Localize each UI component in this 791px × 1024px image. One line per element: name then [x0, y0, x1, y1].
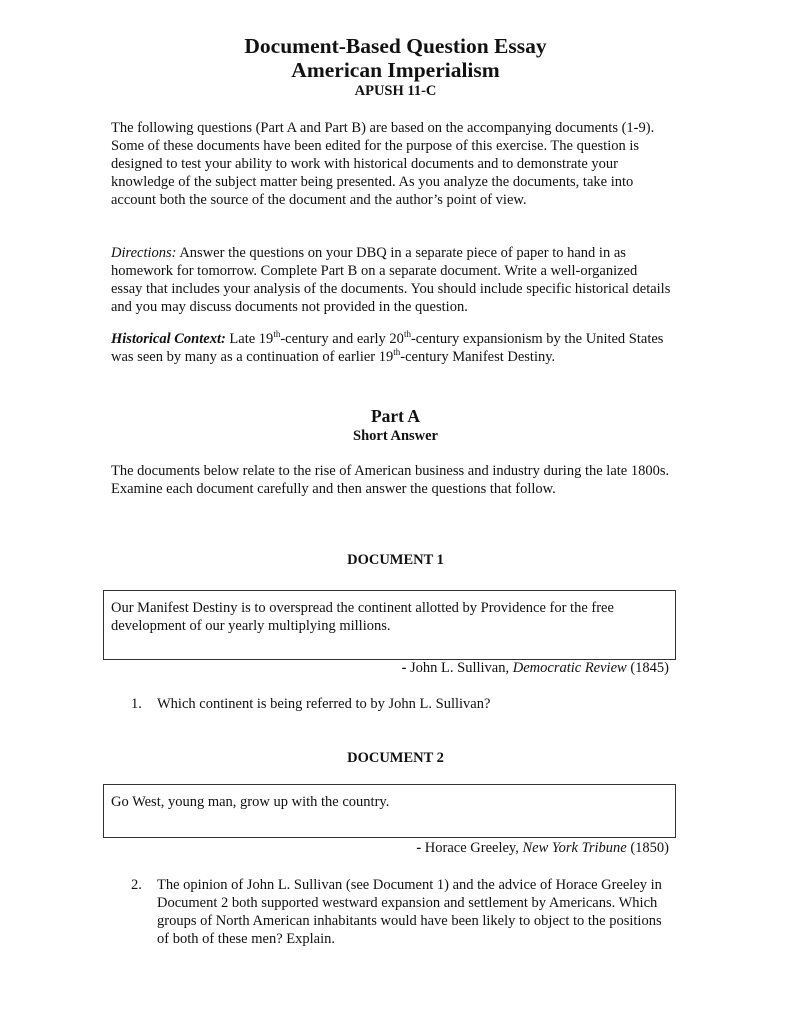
- document-title: [0, 34, 791, 82]
- context-sup-1: th: [273, 329, 281, 340]
- document-2-source: New York Tribune: [522, 840, 627, 856]
- question-text: Which continent is being referred to by John L. Sullivan?: [157, 696, 491, 712]
- title-line-1: Document-Based Question Essay: [244, 34, 547, 58]
- context-sup-2: th: [403, 329, 411, 340]
- context-text-1: Late 19: [225, 331, 274, 347]
- historical-context-paragraph: [111, 330, 671, 366]
- document-1-heading: DOCUMENT 1: [347, 552, 444, 568]
- document-2-attribution: [416, 840, 669, 857]
- intro-paragraph: The following questions (Part A and Part B) are based on the accompanying documents (1-9). Some of these documents have been edited for the purpose of this exercise. The question is designed to test your ability to work with historical documents and to demonstrate your knowledge of the subject matter being presented. As you analyze the documents, take into account both the source of the document and the author’s point of view.: [111, 120, 655, 208]
- document-2-quote: Go West, young man, grow up with the country.: [111, 794, 390, 810]
- historical-context-label: Historical Context:: [111, 331, 226, 347]
- document-1-attribution: [402, 660, 669, 677]
- part-a-description: The documents below relate to the rise of American business and industry during the late 1800s. Examine each document carefully and then answer the questions that follow.: [111, 463, 670, 497]
- directions-paragraph: [111, 244, 671, 316]
- document-2-heading: DOCUMENT 2: [347, 750, 444, 766]
- question-number: 2.: [131, 877, 142, 893]
- document-1-year: (1845): [626, 660, 669, 676]
- question-text: The opinion of John L. Sullivan (see Document 1) and the advice of Horace Greeley in Document 2 both supported westward expansion and settlement by Americans. Which groups of North American inhabitants would have been likely to object to the positions of both of these men? Explain.: [157, 877, 662, 947]
- document-1-quote: Our Manifest Destiny is to overspread the continent allotted by Providence for the free development of our yearly multiplying millions.: [111, 600, 614, 634]
- question-number: 1.: [131, 696, 142, 712]
- context-text-2: -century and early 20: [280, 331, 404, 347]
- directions-text: Answer the questions on your DBQ in a separate piece of paper to hand in as homework for tomorrow. Complete Part B on a separate document. Write a well-organized essay that includes your analysis of the documents. You should include specific historical details and you may discuss documents not provided in the question.: [111, 245, 671, 315]
- attribution-dash: -: [416, 840, 425, 856]
- document-2-author: Horace Greeley,: [424, 840, 523, 856]
- document-2-quote-box: [103, 784, 676, 838]
- part-a-subtitle: Short Answer: [353, 428, 438, 444]
- context-text-4: -century Manifest Destiny.: [400, 349, 556, 365]
- document-2-year: (1850): [626, 840, 669, 856]
- context-sup-3: th: [393, 347, 401, 358]
- directions-label: Directions:: [111, 245, 177, 261]
- course-code: APUSH 11-C: [354, 83, 437, 99]
- document-1-quote-box: [103, 590, 676, 660]
- title-line-2: American Imperialism: [291, 58, 500, 82]
- context-text-3: -century expansionism by the United States was seen by many as a continuation of earlier 19: [111, 331, 664, 365]
- document-1-author: John L. Sullivan,: [410, 660, 513, 676]
- document-1-source: Democratic Review: [512, 660, 627, 676]
- part-a-title: Part A: [370, 406, 421, 426]
- attribution-dash: -: [401, 660, 411, 676]
